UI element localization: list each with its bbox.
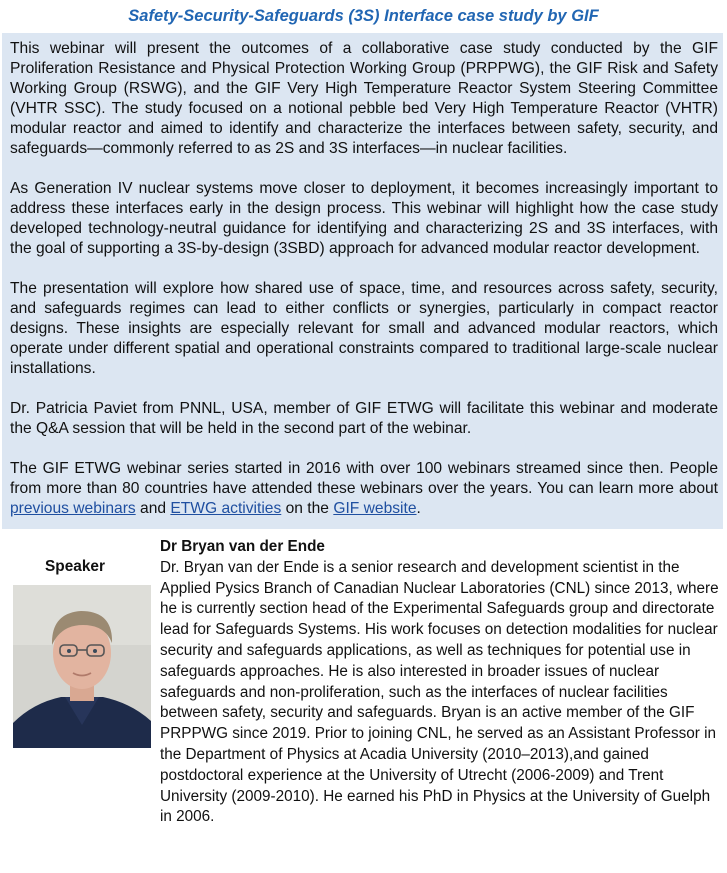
speaker-name: Dr Bryan van der Ende <box>160 538 325 555</box>
speaker-section <box>0 537 727 828</box>
speaker-left-column <box>0 537 160 828</box>
paragraph-5-text-1: The GIF ETWG webinar series started in 2016 with over 100 webinars streamed since then. People from more than 80 countries have attended these webinars over the years. You can learn more about <box>10 460 718 497</box>
page-title: Safety-Security-Safeguards (3S) Interface case study by GIF <box>128 7 599 25</box>
gif-website-link[interactable]: GIF website <box>333 500 417 517</box>
previous-webinars-link[interactable]: previous webinars <box>10 500 136 517</box>
abstract-paragraph-1: This webinar will present the outcomes of a collaborative case study conducted by the GIF Proliferation Resistance and Physical Protection Working Group (PRPPWG), the GIF Risk and Safety Working Group (RSWG), and the GIF Very High Temperature Reactor System Steering Committee (VHTR SSC). The study focused on a notional pebble bed Very High Temperature Reactor (VHTR) modular reactor and aimed to identify and characterize the interfaces between safety, security, and safeguards—commonly referred to as 2S and 3S interfaces—in nuclear facilities. <box>10 40 718 157</box>
paragraph-5-text-4: . <box>416 500 421 517</box>
abstract-paragraph-5 <box>10 459 718 519</box>
etwg-activities-link[interactable]: ETWG activities <box>170 500 282 517</box>
speaker-portrait-illustration <box>13 585 151 748</box>
speaker-bio: Dr. Bryan van der Ende is a senior research and development scientist in the Applied Pysics Branch of Canadian Nuclear Laboratories (CNL) since 2013, where he is currently section head of the Experimental Safeguards group and directorate lead for Safeguards Systems. His work focuses on detection modalities for nuclear security and safeguards applications, as well as techniques for potential use in safeguards approaches. He is also interested in broader issues of nuclear safeguards and non-proliferation, such as the interfaces of nuclear facilities between safety, security and safeguards. Bryan is an active member of the GIF PRPPWG since 2019. Prior to joining CNL, he served as an Assistant Professor in the Department of Physics at Acadia University (2010–2013),and gained postdoctoral experience at the University of Utrecht (2006-2009) and Trent University (2009-2010). He earned his PhD in Physics at the University of Guelph in 2006. <box>160 558 719 826</box>
paragraph-5-text-2: and <box>135 500 171 517</box>
abstract-paragraph-3: The presentation will explore how shared use of space, time, and resources across safety, security, and safeguards regimes can lead to either conflicts or synergies, particularly in compact reactor designs. These insights are especially relevant for small and advanced modular reactors, which operate under different spatial and operational constraints compared to traditional large-scale nuclear installations. <box>10 280 718 377</box>
paragraph-5-text-3: on the <box>281 500 334 517</box>
abstract-paragraph-2: As Generation IV nuclear systems move closer to deployment, it becomes increasingly important to address these interfaces early in the design process. This webinar will highlight how the case study developed technology-neutral guidance for identifying and characterizing 2S and 3S interfaces, with the goal of supporting a 3S-by-design (3SBD) approach for advanced modular reactor development. <box>10 180 718 257</box>
speaker-label: Speaker <box>45 558 105 575</box>
abstract-paragraph-4: Dr. Patricia Paviet from PNNL, USA, member of GIF ETWG will facilitate this webinar and moderate the Q&A session that will be held in the second part of the webinar. <box>10 400 718 437</box>
speaker-right-column <box>160 537 727 828</box>
speaker-photo <box>13 585 151 748</box>
abstract-box <box>2 33 723 529</box>
